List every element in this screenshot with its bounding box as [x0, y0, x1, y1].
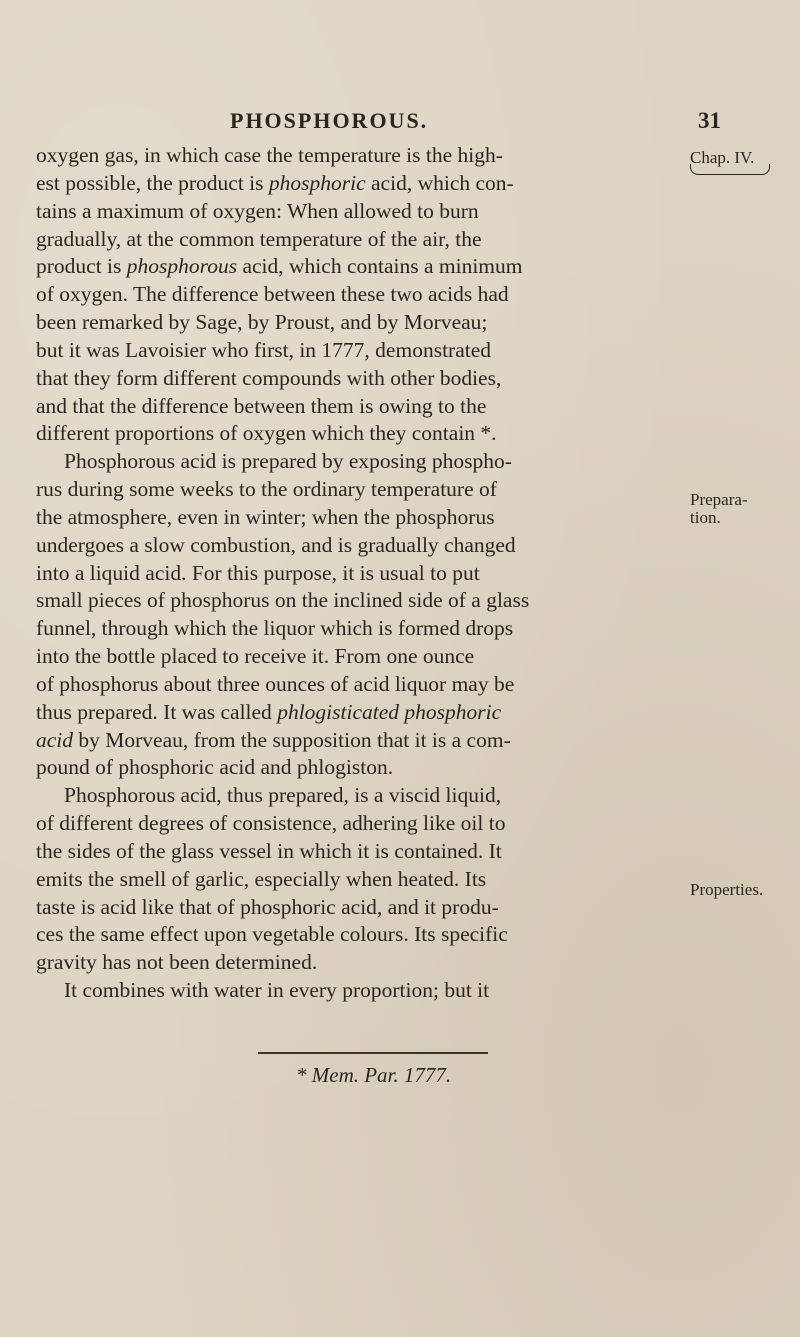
text-line: and that the difference between them is owing to the — [36, 393, 487, 418]
text-line: of different degrees of consistence, adhering like oil to — [36, 811, 506, 835]
footnote: * Mem. Par. 1777. — [296, 1063, 452, 1087]
margin-note-properties: Properties. — [690, 880, 764, 899]
text-line: It combines with water in every proportion; but it — [64, 978, 490, 1002]
text-line: ces the same effect upon vegetable colours. Its specific — [36, 922, 508, 947]
text-line: oxygen gas, in which case the temperature is the high- — [36, 143, 503, 167]
text-line: but it was Lavoisier who first, in 1777, demonstrated — [36, 337, 492, 362]
text-line: acid by Morveau, from the supposition that it is a com- — [36, 727, 511, 752]
running-header: PHOSPHOROUS. — [230, 108, 429, 133]
margin-note-preparation-2: tion. — [690, 508, 721, 527]
text-line: of oxygen. The difference between these two acids had — [36, 282, 509, 307]
text-line: funnel, through which the liquor which is formed drops — [36, 616, 514, 641]
text-line: different proportions of oxygen which they contain *. — [36, 421, 497, 446]
text-line: pound of phosphoric acid and phlogiston. — [36, 755, 394, 780]
chapter-brace — [690, 164, 770, 175]
page-number: 31 — [698, 108, 721, 133]
text-line: product is phosphorous acid, which contains a minimum — [36, 254, 523, 279]
margin-note-preparation: Prepara- — [690, 490, 748, 509]
text-line: est possible, the product is phosphoric acid, which con- — [36, 170, 514, 195]
text-line: emits the smell of garlic, especially when heated. Its — [36, 866, 487, 891]
text-line: into a liquid acid. For this purpose, it is usual to put — [36, 560, 480, 585]
text-line: Phosphorous acid, thus prepared, is a viscid liquid, — [64, 783, 502, 808]
text-line: the sides of the glass vessel in which it is contained. It — [36, 838, 502, 863]
text-line: Phosphorous acid is prepared by exposing phospho- — [64, 449, 512, 474]
margin-note-chapter: Chap. IV. — [690, 148, 755, 167]
text-line: the atmosphere, even in winter; when the phosphorus — [36, 504, 495, 529]
text-line: gradually, at the common temperature of the air, the — [36, 226, 482, 251]
text-line: small pieces of phosphorus on the inclined side of a glass — [36, 588, 530, 613]
text-line: thus prepared. It was called phlogisticated phosphoric — [36, 699, 502, 724]
text-line: that they form different compounds with other bodies, — [36, 365, 502, 390]
text-line: rus during some weeks to the ordinary temperature of — [36, 477, 497, 501]
text-line: undergoes a slow combustion, and is gradually changed — [36, 532, 516, 557]
footnote-rule — [258, 1052, 488, 1054]
text-line: of phosphorus about three ounces of acid liquor may be — [36, 671, 515, 696]
text-line: tains a maximum of oxygen: When allowed to burn — [36, 198, 479, 223]
text-line: taste is acid like that of phosphoric acid, and it produ- — [36, 894, 499, 919]
text-line: into the bottle placed to receive it. From one ounce — [36, 644, 475, 668]
text-line: been remarked by Sage, by Proust, and by Morveau; — [36, 310, 488, 334]
text-line: gravity has not been determined. — [36, 950, 318, 975]
